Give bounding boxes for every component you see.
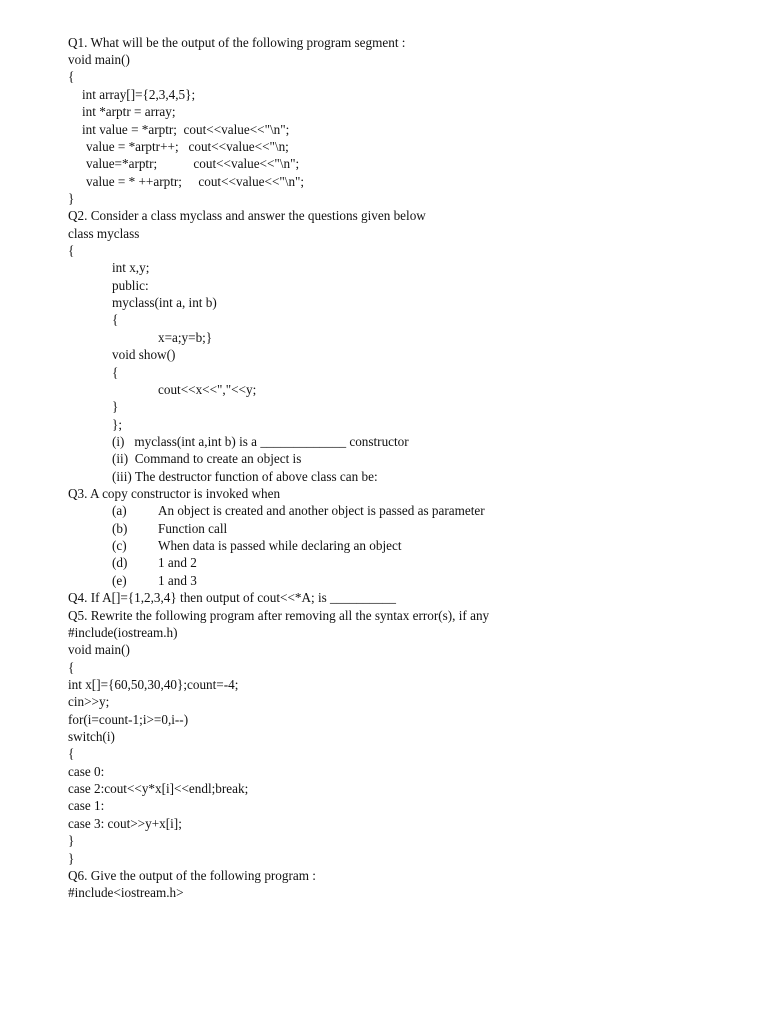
code-line: int value = *arptr; cout<<value<<"\n"; bbox=[82, 122, 290, 137]
code-line: switch(i) bbox=[68, 729, 115, 744]
code-line: } bbox=[112, 399, 119, 414]
code-line: { bbox=[112, 365, 119, 380]
option-text: 1 and 3 bbox=[158, 573, 197, 588]
code-line: value=*arptr; cout<<value<<"\n"; bbox=[86, 156, 300, 171]
code-line: { bbox=[68, 746, 75, 761]
code-line: class myclass bbox=[68, 226, 140, 241]
code-line: int x[]={60,50,30,40};count=-4; bbox=[68, 677, 239, 692]
code-line: } bbox=[68, 191, 75, 206]
option-text: 1 and 2 bbox=[158, 555, 197, 570]
option-marker: (e) bbox=[112, 573, 127, 588]
code-line: void main() bbox=[68, 642, 130, 657]
code-line: case 1: bbox=[68, 798, 105, 813]
option-marker: (d) bbox=[112, 555, 128, 570]
code-line: }; bbox=[112, 417, 122, 432]
q6-heading: Q6. Give the output of the following program : bbox=[68, 868, 316, 883]
code-line: value = *arptr++; cout<<value<<"\n; bbox=[86, 139, 289, 154]
code-line: case 0: bbox=[68, 764, 105, 779]
code-line: { bbox=[68, 69, 75, 84]
code-line: public: bbox=[112, 278, 149, 293]
option-text: Function call bbox=[158, 521, 228, 536]
code-line: int array[]={2,3,4,5}; bbox=[82, 87, 196, 102]
code-line: } bbox=[68, 851, 75, 866]
code-line: int x,y; bbox=[112, 260, 150, 275]
q3-heading: Q3. A copy constructor is invoked when bbox=[68, 486, 281, 501]
option-marker: (c) bbox=[112, 538, 127, 553]
q2-part-ii: (ii) Command to create an object is bbox=[112, 451, 302, 466]
code-line: cout<<x<<","<<y; bbox=[158, 382, 257, 397]
q4-heading: Q4. If A[]={1,2,3,4} then output of cout<<*A; is __________ bbox=[68, 590, 396, 605]
q2-part-i: (i) myclass(int a,int b) is a _____________ constructor bbox=[112, 434, 409, 449]
code-line: myclass(int a, int b) bbox=[112, 295, 217, 310]
q2-heading: Q2. Consider a class myclass and answer the questions given below bbox=[68, 208, 426, 223]
q5-heading: Q5. Rewrite the following program after removing all the syntax error(s), if any bbox=[68, 608, 490, 623]
code-line: } bbox=[68, 833, 75, 848]
code-line: int *arptr = array; bbox=[82, 104, 176, 119]
option-text: When data is passed while declaring an object bbox=[158, 538, 402, 553]
code-line: for(i=count-1;i>=0,i--) bbox=[68, 712, 189, 727]
q2-part-iii: (iii) The destructor function of above class can be: bbox=[112, 469, 378, 484]
code-line: case 3: cout>>y+x[i]; bbox=[68, 816, 182, 831]
option-text: An object is created and another object is passed as parameter bbox=[158, 503, 485, 518]
code-line: { bbox=[112, 312, 119, 327]
code-line: void main() bbox=[68, 52, 130, 67]
code-line: { bbox=[68, 243, 75, 258]
option-marker: (b) bbox=[112, 521, 128, 536]
option-marker: (a) bbox=[112, 503, 127, 518]
code-line: { bbox=[68, 660, 75, 675]
q1-heading: Q1. What will be the output of the following program segment : bbox=[68, 35, 406, 50]
code-line: #include(iostream.h) bbox=[68, 625, 178, 640]
code-line: value = * ++arptr; cout<<value<<"\n"; bbox=[86, 174, 305, 189]
code-line: cin>>y; bbox=[68, 694, 110, 709]
code-line: #include<iostream.h> bbox=[68, 885, 184, 900]
code-line: void show() bbox=[112, 347, 176, 362]
code-line: case 2:cout<<y*x[i]<<endl;break; bbox=[68, 781, 249, 796]
code-line: x=a;y=b;} bbox=[158, 330, 213, 345]
